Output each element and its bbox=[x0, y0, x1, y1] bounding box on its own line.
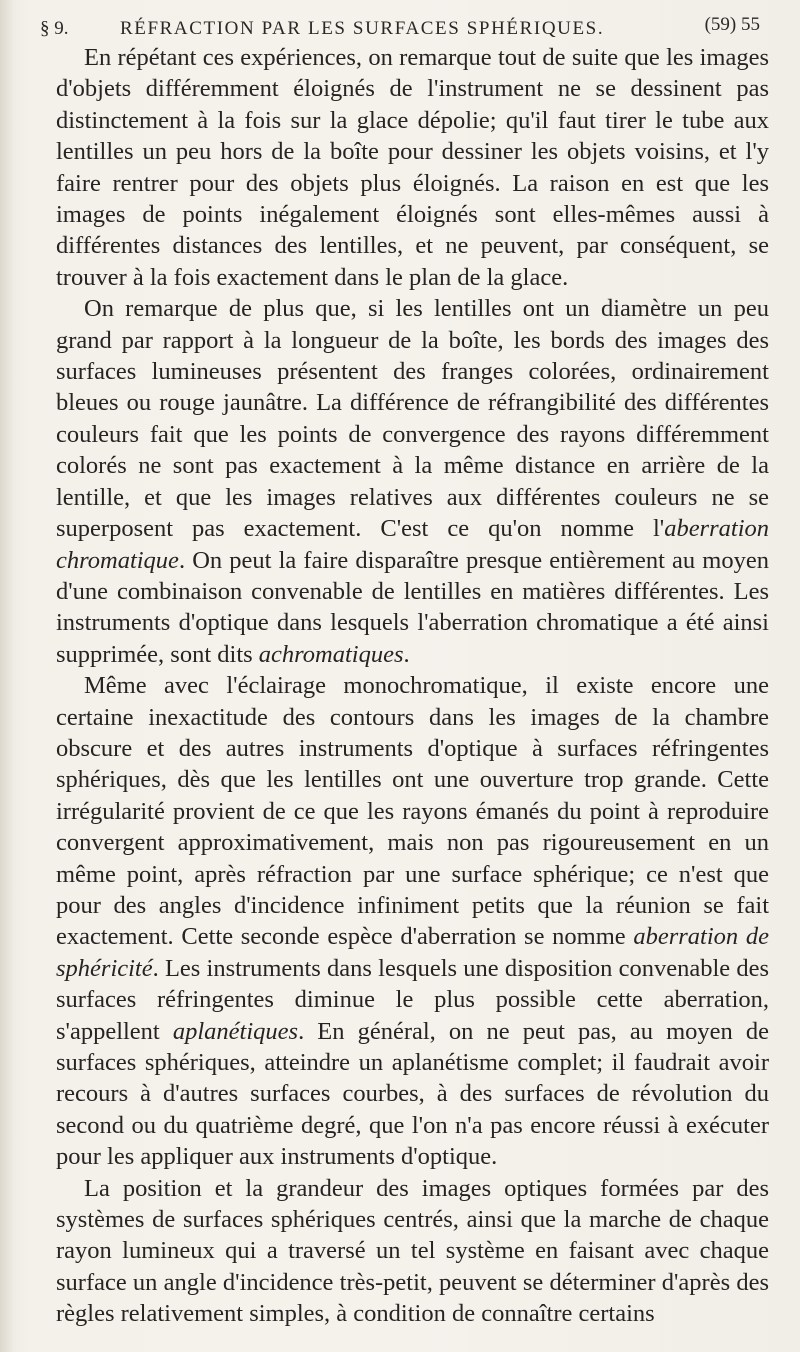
paragraph bbox=[56, 42, 769, 293]
running-head bbox=[40, 6, 760, 46]
text-run: . En général, on ne peut pas, au moyen de surfaces sphériques, atteindre un aplanétisme complet; il faudrait avoir recours à d'autres surfaces courbes, à des surfaces de révolution du second ou du quatrième degré, que l'on n'a pas encore réussi à exécuter pour les appliquer aux instruments d'optique. bbox=[56, 1017, 769, 1171]
page-binding-edge bbox=[0, 0, 14, 1352]
italic-term: aberration chromatique bbox=[56, 515, 769, 574]
body-text bbox=[56, 42, 769, 1330]
text-run: On remarque de plus que, si les lentilles ont un diamètre un peu grand par rapport à la longueur de la boîte, les bords des images des surfaces lumineuses présentent des franges colorées, ordinairement bleues ou rouge jaunâtre. La différence de réfrangibilité des différentes couleurs fait que les points de convergence des rayons différemment colorés ne sont pas exactement à la même distance en arrière de la lentille, et que les images relatives aux différentes couleurs ne se superposent pas exactement. C'est ce qu'on nomme l' bbox=[56, 295, 769, 543]
text-run: En répétant ces expériences, on remarque tout de suite que les images d'objets différemment éloignés de l'instrument ne se dessinent pas distinctement à la fois sur la glace dépolie; qu'il faut tirer le tube aux lentilles un peu hors de la boîte pour dessiner les objets voisins, et l'y faire rentrer pour des objets plus éloignés. La raison en est que les images de points inégalement éloignés sont elles-mêmes aussi à différentes distances des lentilles, et ne peuvent, par conséquent, se trouver à la fois exactement dans le plan de la glace. bbox=[56, 44, 769, 291]
italic-term: aberration de sphéricité bbox=[56, 923, 769, 982]
text-run: . bbox=[403, 640, 410, 668]
italic-term: aplanétiques bbox=[172, 1017, 299, 1045]
paragraph bbox=[56, 1173, 769, 1330]
running-head-title: RÉFRACTION PAR LES SURFACES SPHÉRIQUES. bbox=[120, 18, 605, 39]
text-run: . Les instruments dans lesquels une disposition convenable des surfaces réfringentes diminue le plus possible cette aberration, s'appellent bbox=[56, 954, 769, 1045]
paragraph bbox=[56, 670, 769, 1173]
text-run: Même avec l'éclairage monochromatique, il existe encore une certaine inexactitude des contours dans les images de la chambre obscure et des autres instruments d'optique à surfaces réfringentes sphériques, dès que les lentilles ont une ouverture trop grande. Cette irrégularité provient de ce que les rayons émanés du point à reproduire convergent approximativement, mais non pas rigoureusement en un même point, après réfraction par une surface sphérique; ce n'est que pour des angles d'incidence infiniment petits que la réunion se fait exactement. Cette seconde espèce d'aberration se nomme bbox=[56, 672, 769, 951]
section-number: § 9. bbox=[40, 18, 69, 39]
text-run: La position et la grandeur des images optiques formées par des systèmes de surfaces sphériques centrés, ainsi que la marche de chaque rayon lumineux qui a traversé un tel système en faisant avec chaque surface un angle d'incidence très-petit, peuvent se déterminer d'après des règles relativement simples, à condition de connaître certains bbox=[56, 1174, 769, 1328]
italic-term: achromatiques bbox=[258, 640, 404, 668]
paragraph bbox=[56, 293, 769, 670]
page-number: (59) 55 bbox=[704, 14, 760, 35]
text-run: . On peut la faire disparaître presque entièrement au moyen d'une combinaison convenable de lentilles en matières différentes. Les instruments d'optique dans lesquels l'aberration chromatique a été ainsi supprimée, sont dits bbox=[56, 546, 769, 668]
